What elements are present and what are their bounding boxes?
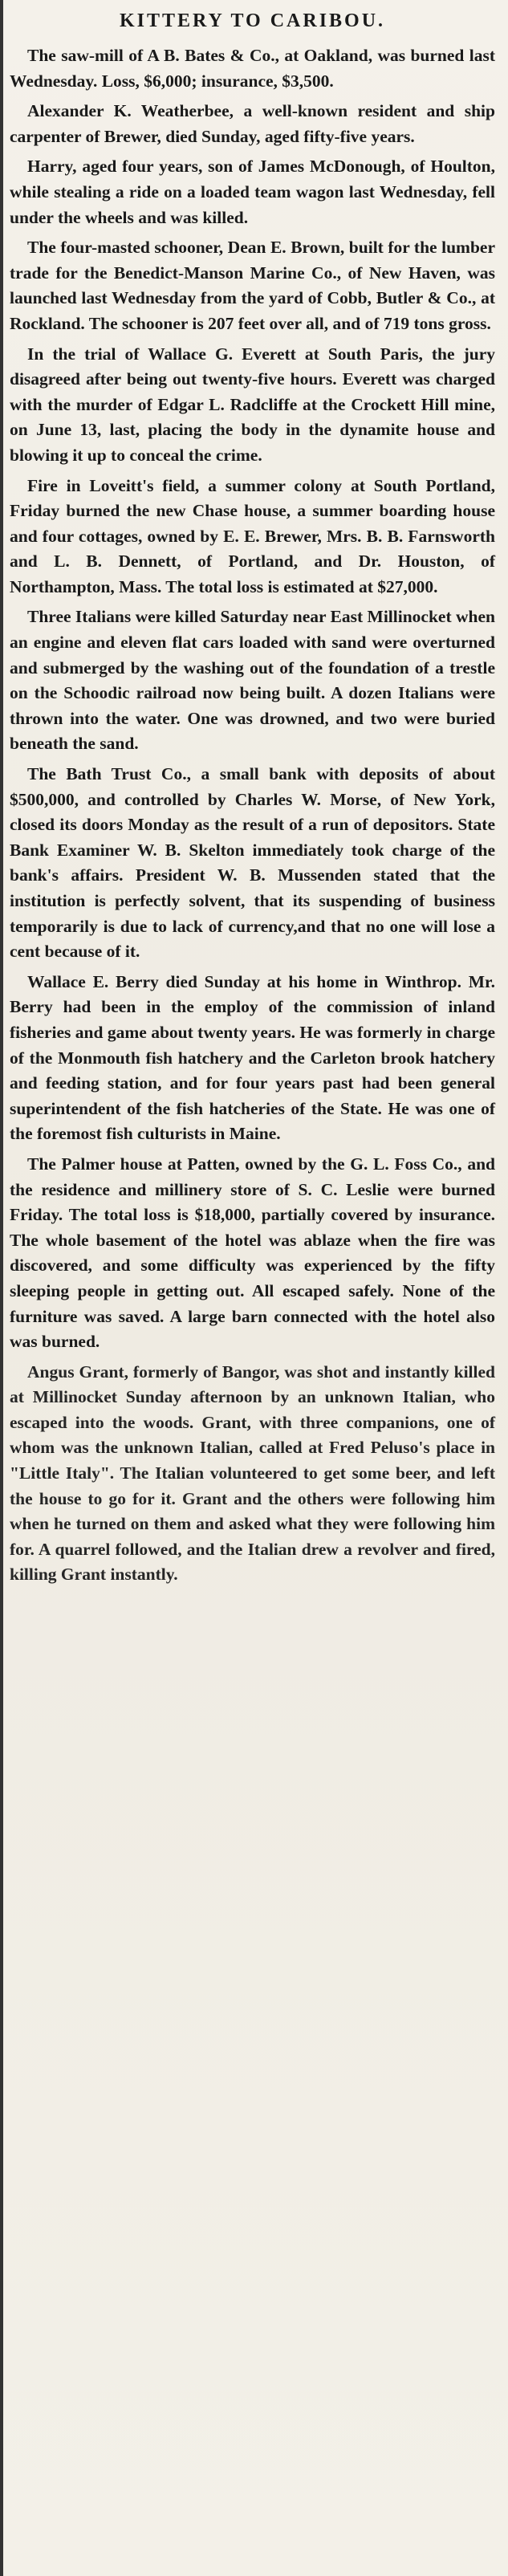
paragraph-schooner: The four-masted schooner, Dean E. Brown, built for the lumber trade for the Benedict-Manson Marine Co., of New Haven, was launched last Wednesday from the yard of Cobb, Butler & Co., at Rockland. The schooner is 207 feet over all, and of 719 tons gross. (10, 238, 495, 333)
paragraph-italians: Three Italians were killed Saturday near East Millinocket when an engine and eleven flat cars loaded with sand were overturned and submerged by the washing out of the foundation of a trestle on the Schoodic railroad now being built. A dozen Italians were thrown into the water. One was drowned, and two were buried beneath the sand. (10, 607, 495, 754)
paragraph-loveitt: Fire in Loveitt's field, a summer colony at South Portland, Friday burned the new Chase house, a summer boarding house and four cottages, owned by E. E. Brewer, Mrs. B. B. Farnsworth and L. B. Dennett, of Portland, and Dr. Houston, of Northampton, Mass. The total loss is estimated at $27,000. (10, 475, 495, 596)
column-rule (0, 0, 3, 2576)
paragraph-bathtrust: The Bath Trust Co., a small bank with deposits of about $500,000, and controlled by Charles W. Morse, of New York, closed its doors Monday as the result of a run of depositors. State Bank Examiner W. B. Skelton immediately took charge of the bank's affairs. President W. B. Mussenden stated that the institution is perfectly solvent, that its suspending of business temporarily is due to lack of currency,and that no one will lose a cent because of it. (10, 764, 495, 962)
paragraph-grant: Angus Grant, formerly of Bangor, was shot and instantly killed at Millinocket Sunday afternoon by an unknown Italian, who escaped into the woods. Grant, with three companions, one of whom was the unknown Italian, called at Fred Peluso's place in "Little Italy". The Italian volunteered to get some beer, and left the house to go for it. Grant and the others were following him when he turned on them and asked what they were following him for. A quarrel followed, and the Italian drew a revolver and fired, killing Grant instantly. (10, 1361, 495, 1585)
paragraph-palmer: The Palmer house at Patten, owned by the G. L. Foss Co., and the residence and millinery store of S. C. Leslie were burned Friday. The total loss is $18,000, partially covered by insurance. The whole basement of the hotel was ablaze when the fire was discovered, and some difficulty was experienced by the fifty sleeping people in getting out. All escaped safely. None of the furniture was saved. A large barn connected with the hotel also was burned. (10, 1154, 495, 1352)
paragraph-berry: Wallace E. Berry died Sunday at his home in Winthrop. Mr. Berry had been in the employ of the commission of inland fisheries and game about twenty years. He was formerly in charge of the Monmouth fish hatchery and the Carleton brook hatchery and feeding station, and for four years past had been general superintendent of the fish hatcheries of the State. He was one of the foremost fish culturists in Maine. (10, 971, 495, 1144)
article-body (10, 43, 495, 1588)
paragraph-mcdonough: Harry, aged four years, son of James McDonough, of Houlton, while stealing a ride on a loaded team wagon last Wednesday, fell under the wheels and was killed. (10, 157, 495, 227)
paragraph-everett: In the trial of Wallace G. Everett at South Paris, the jury disagreed after being out twenty-five hours. Everett was charged with the murder of Edgar L. Radcliffe at the Crockett Hill mine, on June 13, last, placing the body in the dynamite house and blowing it up to conceal the crime. (10, 344, 495, 465)
paragraph-sawmill: The saw-mill of A B. Bates & Co., at Oakland, was burned last Wednesday. Loss, $6,000; insurance, $3,500. (10, 46, 495, 91)
headline: KITTERY TO CARIBOU. (119, 10, 386, 31)
paragraph-weatherbee: Alexander K. Weatherbee, a well-known resident and ship carpenter of Brewer, died Sunday, aged fifty-five years. (10, 101, 495, 146)
